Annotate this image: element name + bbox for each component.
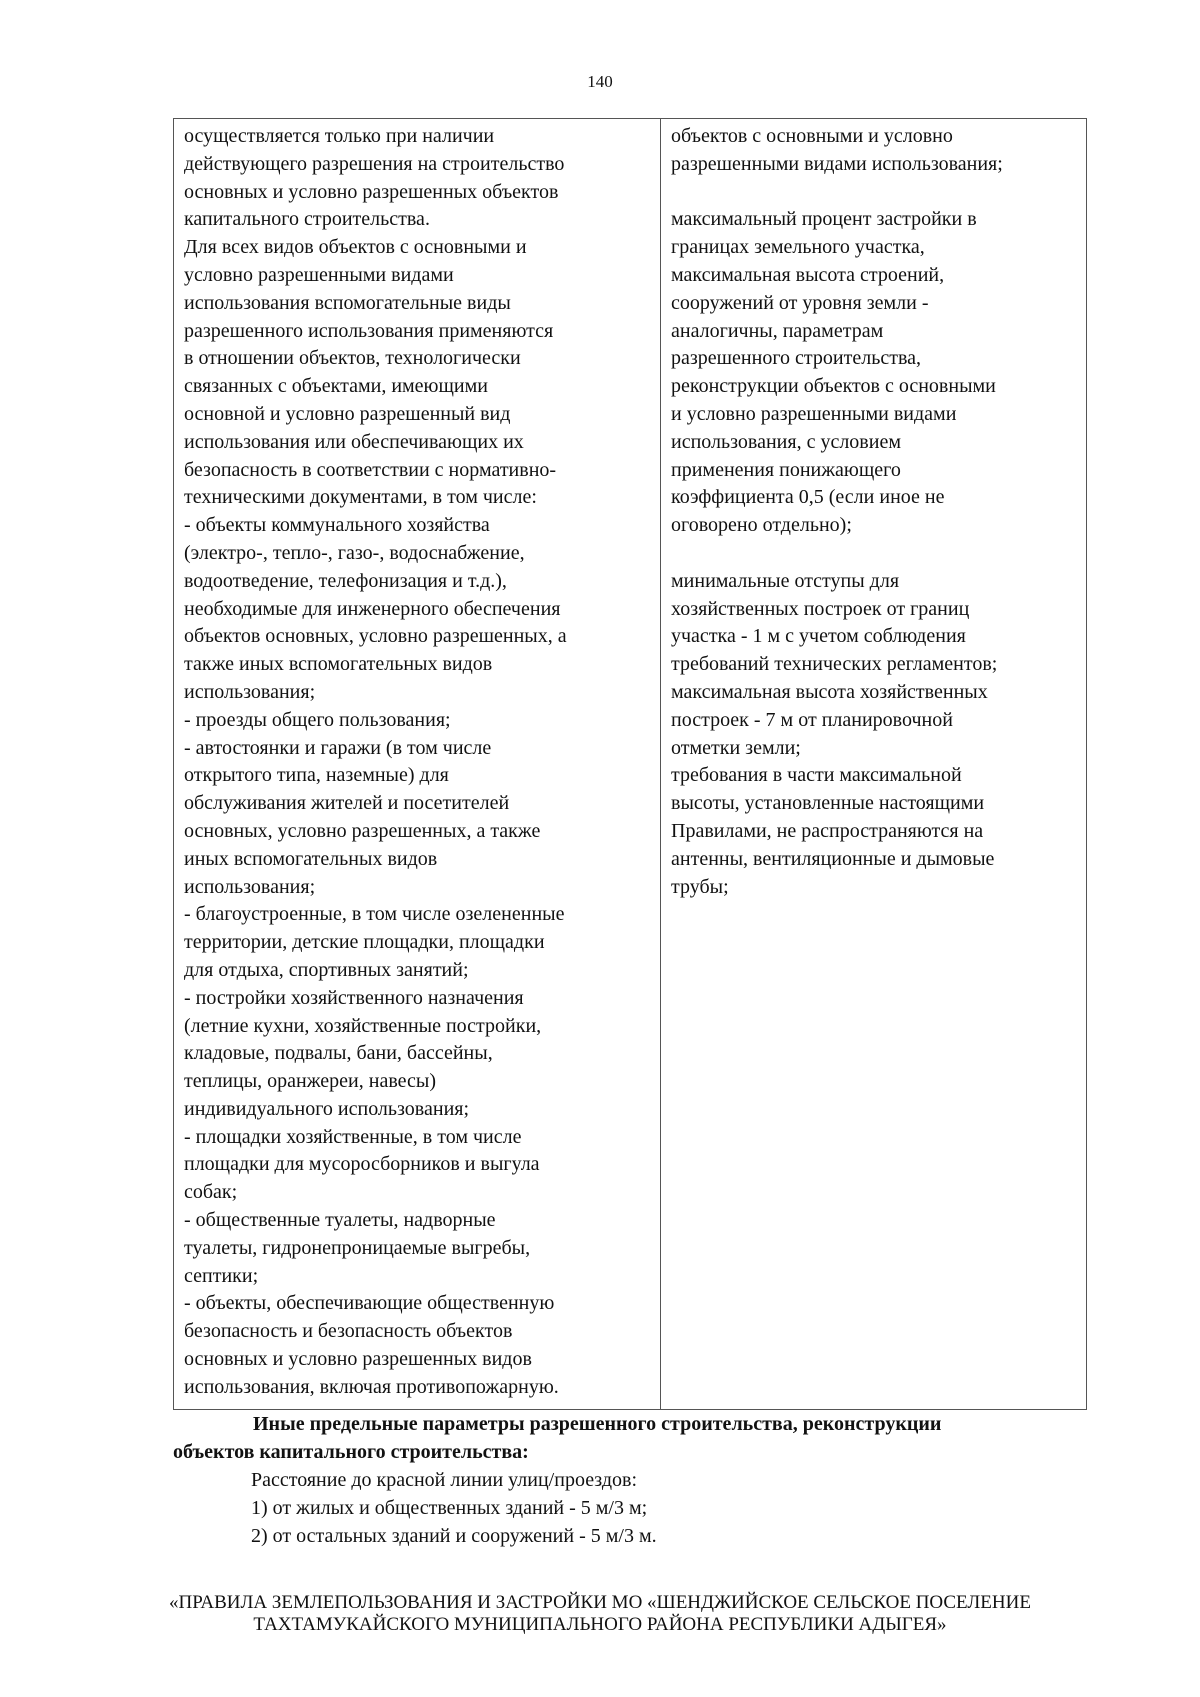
table-cell-line: действующего разрешения на строительство [184, 152, 565, 175]
table-cell-line: - благоустроенные, в том числе озелененные [184, 903, 565, 926]
table-cell-line: антенны, вентиляционные и дымовые [671, 847, 995, 870]
table-cell-line: - объекты коммунального хозяйства [184, 514, 490, 537]
table-cell-line: капитального строительства. [184, 208, 430, 231]
table-cell-line: осуществляется только при наличии [184, 125, 495, 147]
table-cell-line: использования; [184, 680, 316, 703]
table-cell-line: в отношении объектов, технологически [184, 347, 521, 370]
regulations-table [173, 118, 1087, 1410]
table-cell-line: разрешенного использования применяются [184, 319, 554, 342]
other-parameters-section [173, 1410, 1093, 1550]
table-cell-line: объектов основных, условно разрешенных, а [184, 625, 567, 648]
table-cell-line: туалеты, гидронепроницаемые выгребы, [184, 1236, 531, 1259]
table-cell-line: сооружений от уровня земли - [671, 291, 929, 314]
table-cell-line: максимальная высота строений, [671, 263, 945, 286]
table-cell-line: - площадки хозяйственные, в том числе [184, 1125, 522, 1148]
table-cell-line: реконструкции объектов с основными [671, 375, 996, 398]
document-footer [0, 1592, 1200, 1636]
table-cell-line: - автостоянки и гаражи (в том числе [184, 736, 492, 759]
table-left-column [174, 119, 661, 1409]
table-cell-line: безопасность и безопасность объектов [184, 1320, 513, 1343]
table-cell-line: основных, условно разрешенных, а также [184, 819, 541, 842]
table-cell-line: разрешенными видами использования; [671, 152, 1003, 175]
table-cell-line: основной и условно разрешенный вид [184, 402, 511, 425]
table-cell-line: аналогичны, параметрам [671, 319, 884, 342]
table-cell-line: техническими документами, в том числе: [184, 486, 537, 509]
table-cell-line: высоты, установленные настоящими [671, 792, 985, 815]
table-cell-line: обслуживания жителей и посетителей [184, 792, 510, 815]
table-cell-line: связанных с объектами, имеющими [184, 375, 488, 398]
table-cell-line: открытого типа, наземные) для [184, 764, 449, 787]
table-cell-line: иных вспомогательных видов [184, 847, 438, 870]
table-cell-line: требования в части максимальной [671, 764, 962, 787]
table-cell-line: условно разрешенными видами [184, 263, 454, 286]
table-cell-line: минимальные отступы для [671, 569, 900, 592]
table-cell-line: максимальный процент застройки в [671, 208, 977, 231]
table-cell-line: территории, детские площадки, площадки [184, 931, 545, 954]
param-line: Расстояние до красной линии улиц/проездов: [251, 1469, 638, 1491]
heading-line-1: Иные предельные параметры разрешенного строительства, реконструкции [253, 1413, 942, 1435]
table-cell-line: коэффициента 0,5 (если иное не [671, 486, 945, 509]
table-cell-line: (летние кухни, хозяйственные постройки, [184, 1014, 542, 1037]
table-cell-line: применения понижающего [671, 458, 901, 481]
table-cell-line: - объекты, обеспечивающие общественную [184, 1292, 555, 1315]
page-number: 140 [587, 72, 613, 91]
table-cell-line: необходимые для инженерного обеспечения [184, 597, 561, 620]
table-cell-line: (электро-, тепло-, газо-, водоснабжение, [184, 541, 525, 564]
table-cell-line: - общественные туалеты, надворные [184, 1209, 496, 1232]
table-cell-line: построек - 7 м от планировочной [671, 708, 953, 731]
footer-line-2: ТАХТАМУКАЙСКОГО МУНИЦИПАЛЬНОГО РАЙОНА РЕСПУБЛИКИ АДЫГЕЯ» [253, 1614, 947, 1635]
table-cell-line: Правилами, не распространяются на [671, 819, 984, 842]
table-cell-line: хозяйственных построек от границ [671, 597, 970, 620]
table-cell-line: также иных вспомогательных видов [184, 653, 493, 676]
table-cell-line: требований технических регламентов; [671, 653, 998, 676]
table-cell-line: - постройки хозяйственного назначения [184, 986, 524, 1009]
table-cell-line: трубы; [671, 875, 729, 898]
table-cell-line: собак; [184, 1181, 238, 1204]
table-cell-line: объектов с основными и условно [671, 125, 953, 147]
table-cell-line: септики; [184, 1264, 259, 1287]
table-cell-line: использования, включая противопожарную. [184, 1375, 559, 1398]
table-right-column [661, 119, 1086, 1409]
table-cell-line: максимальная высота хозяйственных [671, 680, 988, 703]
table-cell-line: основных и условно разрешенных видов [184, 1348, 532, 1371]
table-cell-line: отметки земли; [671, 736, 801, 759]
table-cell-line: разрешенного строительства, [671, 347, 921, 370]
table-cell-line: для отдыха, спортивных занятий; [184, 958, 469, 981]
param-line: 1) от жилых и общественных зданий - 5 м/3 м; [251, 1497, 648, 1519]
table-cell-line: водоотведение, телефонизация и т.д.), [184, 569, 507, 592]
heading-line-2: объектов капитального строительства: [173, 1441, 529, 1463]
table-cell-line: кладовые, подвалы, бани, бассейны, [184, 1042, 493, 1065]
table-cell-line: Для всех видов объектов с основными и [184, 236, 527, 259]
footer-line-1: «ПРАВИЛА ЗЕМЛЕПОЛЬЗОВАНИЯ И ЗАСТРОЙКИ МО «ШЕНДЖИЙСКОЕ СЕЛЬСКОЕ ПОСЕЛЕНИЕ [169, 1592, 1031, 1613]
table-cell-line: использования или обеспечивающих их [184, 430, 524, 453]
table-cell-line [671, 540, 1080, 568]
table-cell-line: использования вспомогательные виды [184, 291, 511, 314]
table-cell-line: участка - 1 м с учетом соблюдения [671, 625, 966, 648]
table-cell-line: площадки для мусоросборников и выгула [184, 1153, 540, 1176]
table-cell-line: использования; [184, 875, 316, 898]
table-cell-line [671, 179, 1080, 207]
table-cell-line: использования, с условием [671, 430, 901, 453]
table-cell-line: основных и условно разрешенных объектов [184, 180, 559, 203]
table-cell-line: индивидуального использования; [184, 1097, 470, 1120]
table-cell-line: - проезды общего пользования; [184, 708, 451, 731]
table-cell-line: теплицы, оранжереи, навесы) [184, 1070, 436, 1093]
other-parameters-heading [173, 1410, 1093, 1466]
table-cell-line: безопасность в соответствии с нормативно- [184, 458, 557, 481]
table-cell-line: границах земельного участка, [671, 236, 925, 259]
table-cell-line: и условно разрешенными видами [671, 402, 957, 425]
table-cell-line: оговорено отдельно); [671, 514, 852, 537]
param-line: 2) от остальных зданий и сооружений - 5 м/3 м. [251, 1525, 657, 1547]
